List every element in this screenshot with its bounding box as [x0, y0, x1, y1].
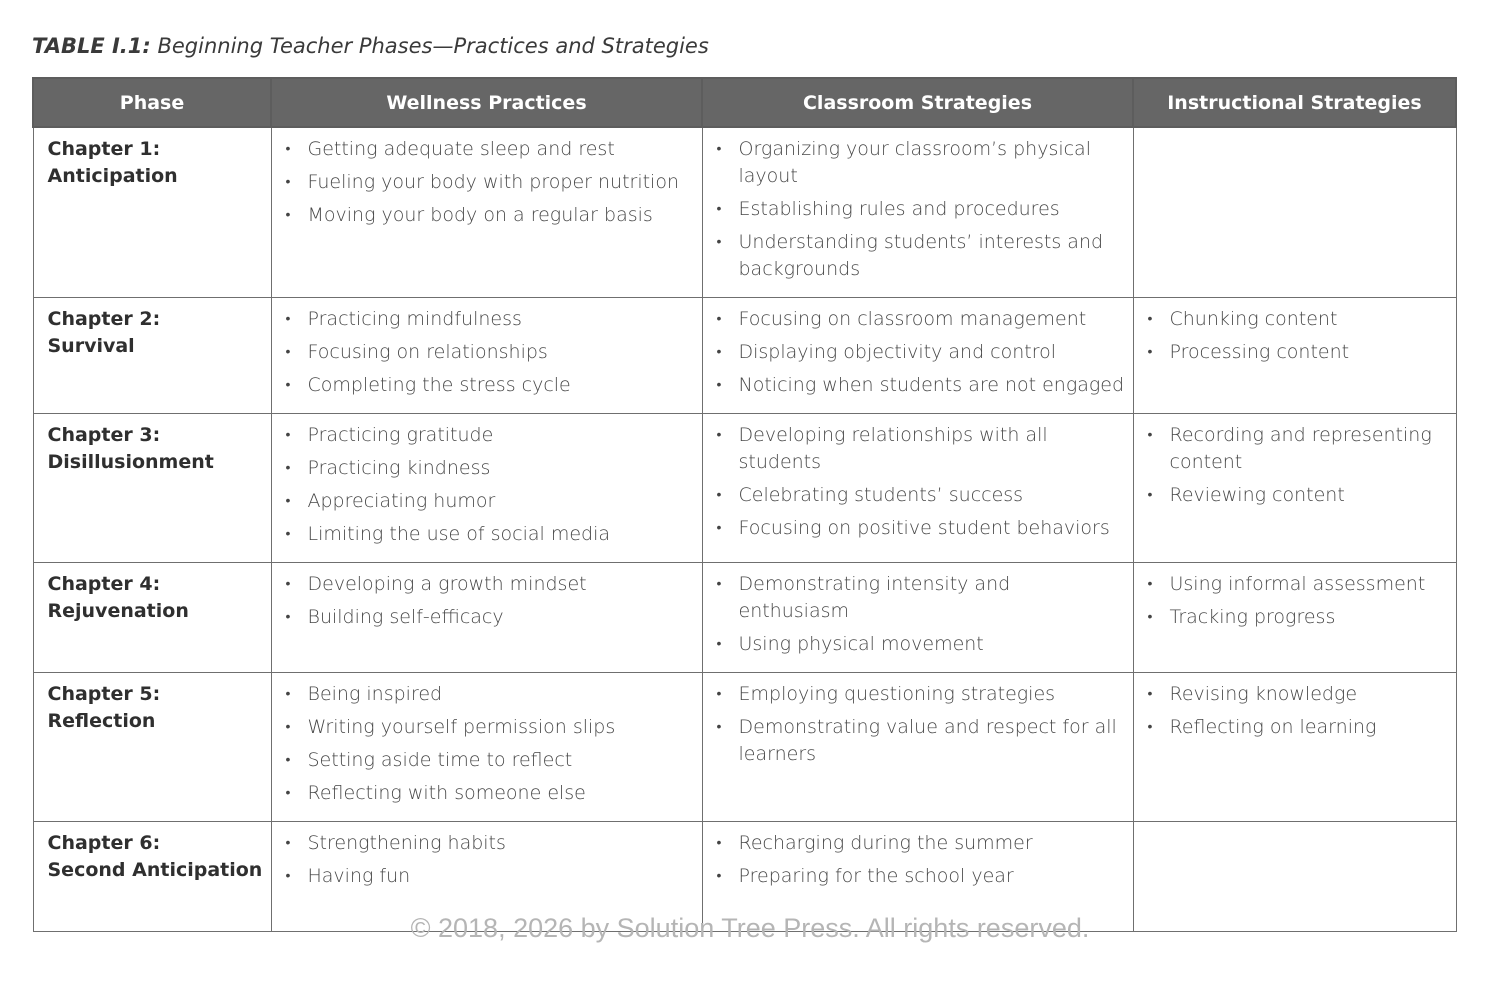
- copyright-notice: © 2018, 2026 by Solution Tree Press. All rights reserved.: [410, 913, 1090, 943]
- classroom-list: [717, 681, 1125, 768]
- list-item: • Moving your body on a regular basis: [286, 202, 694, 229]
- list-item: • Reflecting with someone else: [286, 780, 694, 807]
- phase-cell: [33, 127, 271, 298]
- list-item: • Recharging during the summer: [717, 830, 1125, 857]
- list-item: • Practicing mindfulness: [286, 306, 694, 333]
- instructional-cell: [1133, 673, 1456, 822]
- list-item: • Noticing when students are not engaged: [717, 372, 1125, 399]
- list-item: • Writing yourself permission slips: [286, 714, 694, 741]
- classroom-list: [717, 571, 1125, 658]
- wellness-cell: [271, 414, 702, 563]
- table-body: [33, 127, 1456, 932]
- list-item: • Displaying objectivity and control: [717, 339, 1125, 366]
- classroom-list: [717, 422, 1125, 542]
- list-item: • Chunking content: [1148, 306, 1448, 333]
- phases-table: [32, 77, 1457, 932]
- list-item: • Employing questioning strategies: [717, 681, 1125, 708]
- list-item: • Preparing for the school year: [717, 863, 1125, 890]
- table-row: [33, 298, 1456, 414]
- list-item: • Tracking progress: [1148, 604, 1448, 631]
- header-instructional-strategies: Instructional Strategies: [1133, 78, 1456, 127]
- classroom-cell: [702, 298, 1133, 414]
- classroom-cell: [702, 673, 1133, 822]
- list-item: • Being inspired: [286, 681, 694, 708]
- phase-chapter-label: Chapter 2:: [47, 308, 161, 330]
- classroom-cell: [702, 127, 1133, 298]
- header-classroom-strategies: Classroom Strategies: [702, 78, 1133, 127]
- classroom-cell: [702, 414, 1133, 563]
- phase-name: Second Anticipation: [47, 859, 263, 881]
- list-item: • Practicing kindness: [286, 455, 694, 482]
- list-item: • Strengthening habits: [286, 830, 694, 857]
- list-item: • Practicing gratitude: [286, 422, 694, 449]
- list-item: • Focusing on positive student behaviors: [717, 515, 1125, 542]
- phase-cell: [33, 414, 271, 563]
- list-item: • Using informal assessment: [1148, 571, 1448, 598]
- list-item: • Recording and representing content: [1148, 422, 1448, 476]
- list-item: • Focusing on classroom management: [717, 306, 1125, 333]
- wellness-list: [286, 422, 694, 548]
- phase-cell: [33, 673, 271, 822]
- table-row: [33, 673, 1456, 822]
- phase-name: Disillusionment: [47, 451, 214, 473]
- instructional-cell: [1133, 298, 1456, 414]
- list-item: • Celebrating students’ success: [717, 482, 1125, 509]
- table-caption: [32, 34, 709, 58]
- wellness-list: [286, 830, 694, 890]
- phase-chapter-label: Chapter 4:: [47, 573, 161, 595]
- list-item: • Organizing your classroom’s physical layout: [717, 136, 1125, 190]
- list-item: • Getting adequate sleep and rest: [286, 136, 694, 163]
- header-wellness-practices: Wellness Practices: [271, 78, 702, 127]
- list-item: • Having fun: [286, 863, 694, 890]
- instructional-cell: [1133, 127, 1456, 298]
- list-item: • Reflecting on learning: [1148, 714, 1448, 741]
- list-item: • Developing a growth mindset: [286, 571, 694, 598]
- wellness-list: [286, 571, 694, 631]
- phase-cell: [33, 563, 271, 673]
- list-item: • Limiting the use of social media: [286, 521, 694, 548]
- wellness-list: [286, 136, 694, 229]
- list-item: • Demonstrating intensity and enthusiasm: [717, 571, 1125, 625]
- classroom-list: [717, 830, 1125, 890]
- wellness-cell: [271, 298, 702, 414]
- classroom-cell: [702, 563, 1133, 673]
- wellness-cell: [271, 127, 702, 298]
- instructional-list: [1148, 681, 1448, 741]
- wellness-list: [286, 306, 694, 399]
- list-item: • Setting aside time to reflect: [286, 747, 694, 774]
- phase-chapter-label: Chapter 3:: [47, 424, 161, 446]
- list-item: • Developing relationships with all students: [717, 422, 1125, 476]
- phase-name: Anticipation: [47, 165, 178, 187]
- phase-chapter-label: Chapter 1:: [47, 138, 161, 160]
- wellness-list: [286, 681, 694, 807]
- list-item: • Appreciating humor: [286, 488, 694, 515]
- instructional-list: [1148, 422, 1448, 509]
- classroom-list: [717, 306, 1125, 399]
- instructional-list: [1148, 306, 1448, 366]
- phase-chapter-label: Chapter 5:: [47, 683, 161, 705]
- list-item: • Demonstrating value and respect for all learners: [717, 714, 1125, 768]
- list-item: • Reviewing content: [1148, 482, 1448, 509]
- list-item: • Processing content: [1148, 339, 1448, 366]
- phase-name: Reflection: [47, 710, 156, 732]
- list-item: • Fueling your body with proper nutrition: [286, 169, 694, 196]
- list-item: • Completing the stress cycle: [286, 372, 694, 399]
- list-item: • Building self-efficacy: [286, 604, 694, 631]
- list-item: • Understanding students’ interests and backgrounds: [717, 229, 1125, 283]
- table-row: [33, 127, 1456, 298]
- list-item: • Establishing rules and procedures: [717, 196, 1125, 223]
- table-row: [33, 414, 1456, 563]
- instructional-list: [1148, 571, 1448, 631]
- list-item: • Using physical movement: [717, 631, 1125, 658]
- table-caption-title: Beginning Teacher Phases—Practices and Strategies: [150, 34, 709, 58]
- phase-name: Survival: [47, 335, 135, 357]
- phase-chapter-label: Chapter 6:: [47, 832, 161, 854]
- instructional-cell: [1133, 563, 1456, 673]
- list-item: • Focusing on relationships: [286, 339, 694, 366]
- table-row: [33, 563, 1456, 673]
- wellness-cell: [271, 563, 702, 673]
- table-header-row: [33, 78, 1456, 127]
- wellness-cell: [271, 673, 702, 822]
- header-phase: Phase: [33, 78, 271, 127]
- table-caption-label: TABLE I.1:: [32, 34, 151, 58]
- instructional-cell: [1133, 414, 1456, 563]
- phase-name: Rejuvenation: [47, 600, 189, 622]
- phase-cell: [33, 298, 271, 414]
- classroom-list: [717, 136, 1125, 283]
- list-item: • Revising knowledge: [1148, 681, 1448, 708]
